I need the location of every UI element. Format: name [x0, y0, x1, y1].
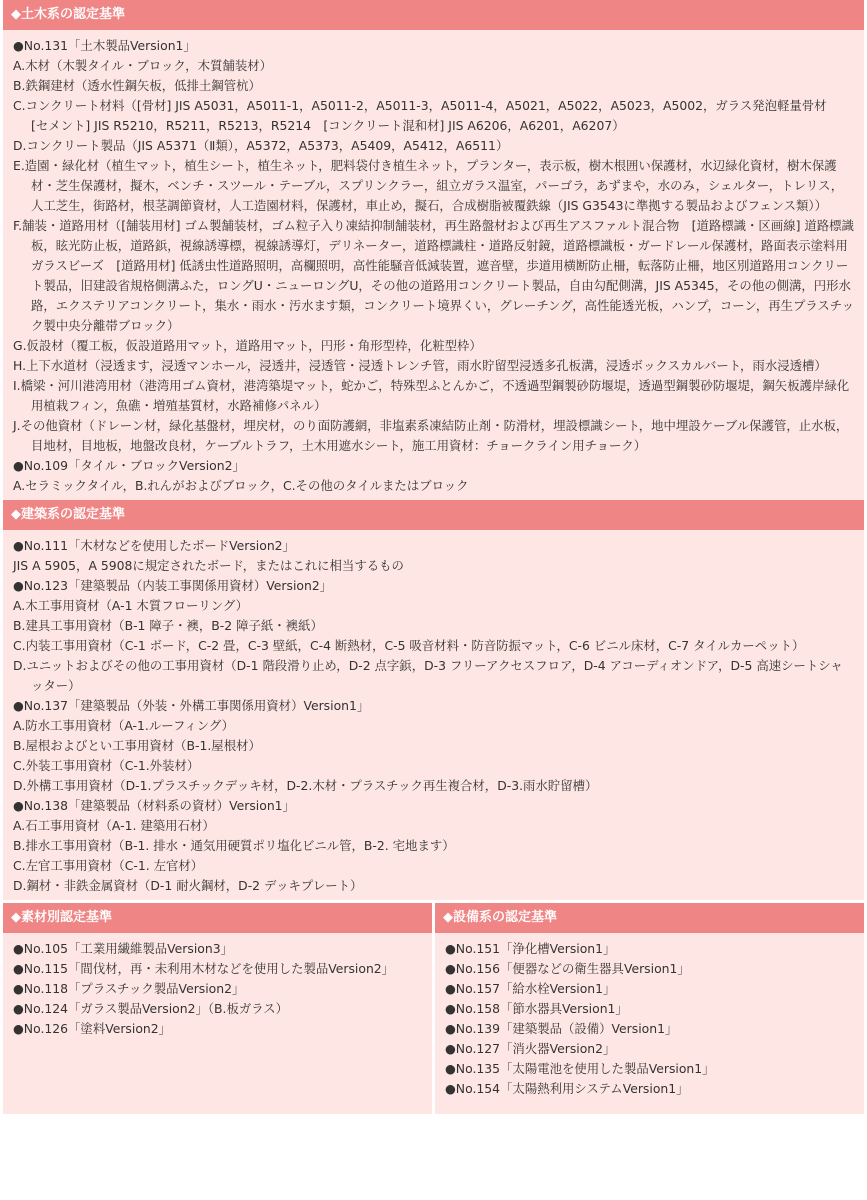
list-item: C.左官工事用資材（C-1. 左官材）	[13, 858, 204, 873]
list-item: D.ユニットおよびその他の工事用資材（D-1 階段滑り止め，D-2 点字鋲，D-3 フリーアクセスフロア，D-4 アコーディオンドア，D-5 高速シートシャッター）	[13, 658, 843, 693]
list-item: ●No.126「塗料Version2」	[13, 1021, 172, 1036]
list-item: ●No.151「浄化槽Version1」	[445, 941, 616, 956]
list-item: D.コンクリート製品（JIS A5371（Ⅱ類），A5372，A5373，A5409，A5412，A6511）	[13, 138, 509, 153]
list-item: G.仮設材（覆工板，仮設道路用マット，道路用マット，円形・角形型枠，化粧型枠）	[13, 338, 482, 353]
standard-no111: ●No.111「木材などを使用したボードVersion2」	[13, 538, 295, 553]
list-item: C.外装工事用資材（C-1.外装材）	[13, 758, 200, 773]
standard-no138: ●No.138「建築製品（材料系の資材）Version1」	[13, 798, 295, 813]
list-item: ●No.118「プラスチック製品Version2」	[13, 981, 245, 996]
material-section-body	[3, 933, 432, 1114]
list-item: A.木工事用資材（A-1 木質フローリング）	[13, 598, 249, 613]
standard-no123: ●No.123「建築製品（内装工事関係用資材）Version2」	[13, 578, 333, 593]
civil-section-header: ◆土木系の認定基準	[3, 0, 864, 30]
architecture-section-header: ◆建築系の認定基準	[3, 500, 864, 530]
material-section-header: ◆素材別認定基準	[3, 903, 432, 933]
list-item: D.外構工事用資材（D-1.プラスチックデッキ材，D-2.木材・プラスチック再生複合材，D-3.雨水貯留槽）	[13, 778, 598, 793]
equipment-section-body	[435, 933, 864, 1114]
list-item: ●No.158「節水器具Version1」	[445, 1001, 628, 1016]
list-item: ●No.105「工業用繊維製品Version3」	[13, 941, 233, 956]
list-item: ●No.127「消火器Version2」	[445, 1041, 616, 1056]
list-item: B.鉄鋼建材（透水性鋼矢板，低排土鋼管杭）	[13, 78, 261, 93]
list-item: J.その他資材（ドレーン材，緑化基盤材，埋戻材，のり面防護網，非塩素系凍結防止剤・防滑材，埋設標識シート，地中埋設ケーブル保護管，止水板，目地材，目地板，地盤改良材，ケーブルトラフ，土木用遮水シート，施工用資材：チョークライン用チョーク）	[13, 418, 849, 453]
list-item: F.舗装・道路用材（[舗装用材] ゴム製舗装材，ゴム粒子入り凍結抑制舗装材，再生路盤材および再生アスファルト混合物 [道路標識・区画線] 道路標識板，眩光防止板，道路鋲，視線誘導標，視線誘導灯，デリネーター，道路標識柱・道路反射鏡，道路標識板・ガードレール保護材，路面表示塗料用ガラスビーズ [道路用材] 低誘虫性道路照明，高欄照明，高性能騒音低減装置，遮音壁，歩道用横断防止柵，転落防止柵，地区別道路用コンクリート製品，旧建設省規格側溝ふた，ロングU・ニューロングU，その他の道路用コンクリート製品，自由勾配側溝，JIS A5345，その他の側溝，円形水路，エクステリアコンクリート，集水・雨水・汚水ます類，コンクリート境界くい，グレーチング，高性能透光板，ハンプ，コーン，再生プラスチック製中央分離帯ブロック）	[13, 218, 854, 333]
standard-no131: ●No.131「土木製品Version1」	[13, 38, 196, 53]
list-item: ●No.115「間伐材，再・未利用木材などを使用した製品Version2」	[13, 961, 395, 976]
list-item: ●No.139「建築製品（設備）Version1」	[445, 1021, 678, 1036]
architecture-section	[3, 500, 864, 900]
list-item: ●No.156「便器などの衛生器具Version1」	[445, 961, 690, 976]
list-item: A.セラミックタイル，B.れんがおよびブロック，C.その他のタイルまたはブロック	[13, 478, 469, 493]
standard-no109: ●No.109「タイル・ブロックVersion2」	[13, 458, 245, 473]
material-section	[3, 903, 432, 1114]
list-item: JIS A 5905，A 5908に規定されたボード，またはこれに相当するもの	[13, 558, 404, 573]
equipment-section-header: ◆設備系の認定基準	[435, 903, 864, 933]
list-item: A.木材（木製タイル・ブロック，木質舗装材）	[13, 58, 273, 73]
list-item: C.内装工事用資材（C-1 ボード，C-2 畳，C-3 壁紙，C-4 断熱材，C-5 吸音材料・防音防振マット，C-6 ビニル床材，C-7 タイルカーペット）	[13, 638, 805, 653]
certification-standards-page	[3, 0, 864, 1114]
list-item: D.鋼材・非鉄金属資材（D-1 耐火鋼材，D-2 デッキプレート）	[13, 878, 363, 893]
list-item: B.排水工事用資材（B-1. 排水・通気用硬質ポリ塩化ビニル管，B-2. 宅地ます）	[13, 838, 455, 853]
list-item: E.造園・緑化材（植生マット，植生シート，植生ネット，肥料袋付き植生ネット，プランター，表示板，樹木根囲い保護材，水辺緑化資材，樹木保護材・芝生保護材，擬木，ベンチ・スツール・テーブル，スプリンクラー，組立ガラス温室，パーゴラ，あずまや，水のみ，シェルター，トレリス，人工芝生，街路材，根茎調節資材，人工造園材料，保護材，車止め，擬石，合成樹脂被覆鉄線（JIS G3543に準拠する製品およびフェンス類））	[13, 158, 844, 213]
two-column-sections	[3, 903, 864, 1114]
civil-section	[3, 0, 864, 500]
list-item: A.石工事用資材（A-1. 建築用石材）	[13, 818, 215, 833]
list-item: B.建具工事用資材（B-1 障子・襖，B-2 障子紙・襖紙）	[13, 618, 323, 633]
list-item: H.上下水道材（浸透ます，浸透マンホール，浸透井，浸透管・浸透トレンチ管，雨水貯留型浸透多孔板溝，浸透ボックスカルバート，雨水浸透槽）	[13, 358, 827, 373]
list-item: ●No.135「太陽電池を使用した製品Version1」	[445, 1061, 715, 1076]
equipment-section	[435, 903, 864, 1114]
standard-no137: ●No.137「建築製品（外装・外構工事関係用資材）Version1」	[13, 698, 370, 713]
list-item: ●No.124「ガラス製品Version2」（B.板ガラス）	[13, 1001, 289, 1016]
list-item: ●No.157「給水栓Version1」	[445, 981, 616, 996]
list-item: ●No.154「太陽熱利用システムVersion1」	[445, 1081, 689, 1096]
list-item: I.橋梁・河川港湾用材（港湾用ゴム資材，港湾築堤マット，蛇かご，特殊型ふとんかご，不透過型鋼製砂防堰堤，透過型鋼製砂防堰堤，鋼矢板護岸緑化用植栽フィン，魚礁・増殖基質材，水路補修パネル）	[13, 378, 850, 413]
civil-section-body	[3, 30, 864, 500]
list-item: A.防水工事用資材（A-1.ルーフィング）	[13, 718, 235, 733]
architecture-section-body	[3, 530, 864, 900]
list-item: C.コンクリート材料（[骨材] JIS A5031，A5011-1，A5011-2，A5011-3，A5011-4，A5021，A5022，A5023，A5002，ガラス発泡軽量骨材 [セメント] JIS R5210，R5211，R5213，R5214 [コンクリート混和材] JIS A6206，A6201，A6207）	[13, 98, 839, 133]
list-item: B.屋根およびとい工事用資材（B-1.屋根材）	[13, 738, 261, 753]
